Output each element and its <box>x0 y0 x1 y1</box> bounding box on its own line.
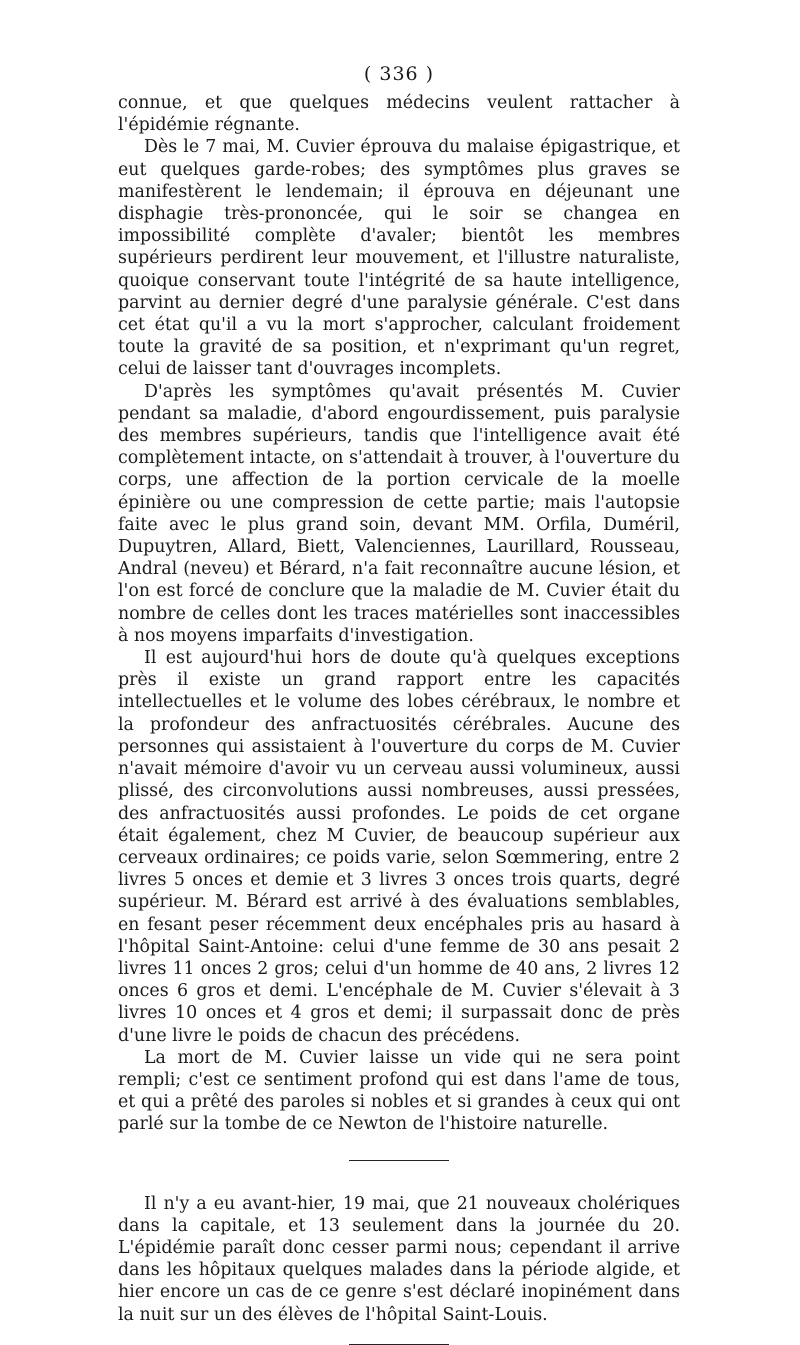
paragraph-brain-weight: Il est aujourd'hui hors de doute qu'à quelques exceptions près il existe un grand rapport entre les capacités intellectuelles et le volume des lobes cérébraux, le nombre et la profondeur des anfractuosités cérébrales. Aucune des personnes qui assistaient à l'ouverture du corps de M. Cuvier n'avait mémoire d'avoir vu un cerveau aussi volumineux, aussi plissé, des circonvolutions aussi nombreuses, aussi pressées, des anfractuosités aussi profondes. Le poids de cet organe était également, chez M Cuvier, de beaucoup supérieur aux cerveaux ordinaires; ce poids varie, selon Sœmmering, entre 2 livres 5 onces et demie et 3 livres 3 onces trois quarts, degré supérieur. M. Bérard est arrivé à des évaluations semblables, en fesant peser récemment deux encéphales pris au hasard à l'hôpital Saint-Antoine: celui d'une femme de 30 ans pesait 2 livres 11 onces 2 gros; celui d'un homme de 40 ans, 2 livres 12 onces 6 gros et demi. L'encéphale de M. Cuvier s'élevait à 3 livres 10 onces et 4 gros et demi; il surpassait donc de près d'une livre le poids de chacun des précédens. <box>118 648 680 1046</box>
section-divider <box>349 1160 449 1161</box>
book-page <box>118 60 680 1345</box>
paragraph-tribute: La mort de M. Cuvier laisse un vide qui ne sera point rempli; c'est ce sentiment profond qui est dans l'ame de tous, et qui a prêté des paroles si nobles et si grandes à ceux qui ont parlé sur la tombe de ce Newton de l'histoire naturelle. <box>118 1047 680 1135</box>
paragraph-illness: Dès le 7 mai, M. Cuvier éprouva du malaise épigastrique, et eut quelques garde-robes; des symptômes plus graves se manifestèrent le lendemain; il éprouva en déjeunant une disphagie très-prononcée, qui le soir se changea en impossibilité complète d'avaler; bientôt les membres supérieurs perdirent leur mouvement, et l'illustre naturaliste, quoique conservant toute l'intégrité de sa haute intelligence, parvint au dernier degré d'une paralysie générale. C'est dans cet état qu'il a vu la mort s'approcher, calculant froidement toute la gravité de sa position, et n'exprimant qu'un regret, celui de laisser tant d'ouvrages incomplets. <box>118 137 680 380</box>
paragraph-epidemic-report: Il n'y a eu avant-hier, 19 mai, que 21 nouveaux cholériques dans la capitale, et 13 seulement dans la journée du 20. L'épidémie paraît donc cesser parmi nous; cependant il arrive dans les hôpitaux quelques malades dans la période algide, et hier encore un cas de ce genre s'est déclaré inopinément dans la nuit sur un des élèves de l'hôpital Saint-Louis. <box>118 1193 680 1325</box>
page-number: ( 336 ) <box>363 63 435 85</box>
paragraph-autopsy: D'après les symptômes qu'avait présentés M. Cuvier pendant sa maladie, d'abord engourdissement, puis paralysie des membres supérieurs, tandis que l'intelligence avait été complètement intacte, on s'attendait à trouver, à l'ouverture du corps, une affection de la portion cervicale de la moelle épinière ou une compression de cette partie; mais l'autopsie faite avec le plus grand soin, devant MM. Orfila, Duméril, Dupuytren, Allard, Biett, Valenciennes, Laurillard, Rousseau, Andral (neveu) et Bérard, n'a fait reconnaître aucune lésion, et l'on est forcé de conclure que la maladie de M. Cuvier était du nombre de celles dont les traces matérielles sont inaccessibles à nos moyens imparfaits d'investigation. <box>118 381 680 646</box>
paragraph-continuation: connue, et que quelques médecins veulent rattacher à l'épidémie régnante. <box>118 93 680 136</box>
